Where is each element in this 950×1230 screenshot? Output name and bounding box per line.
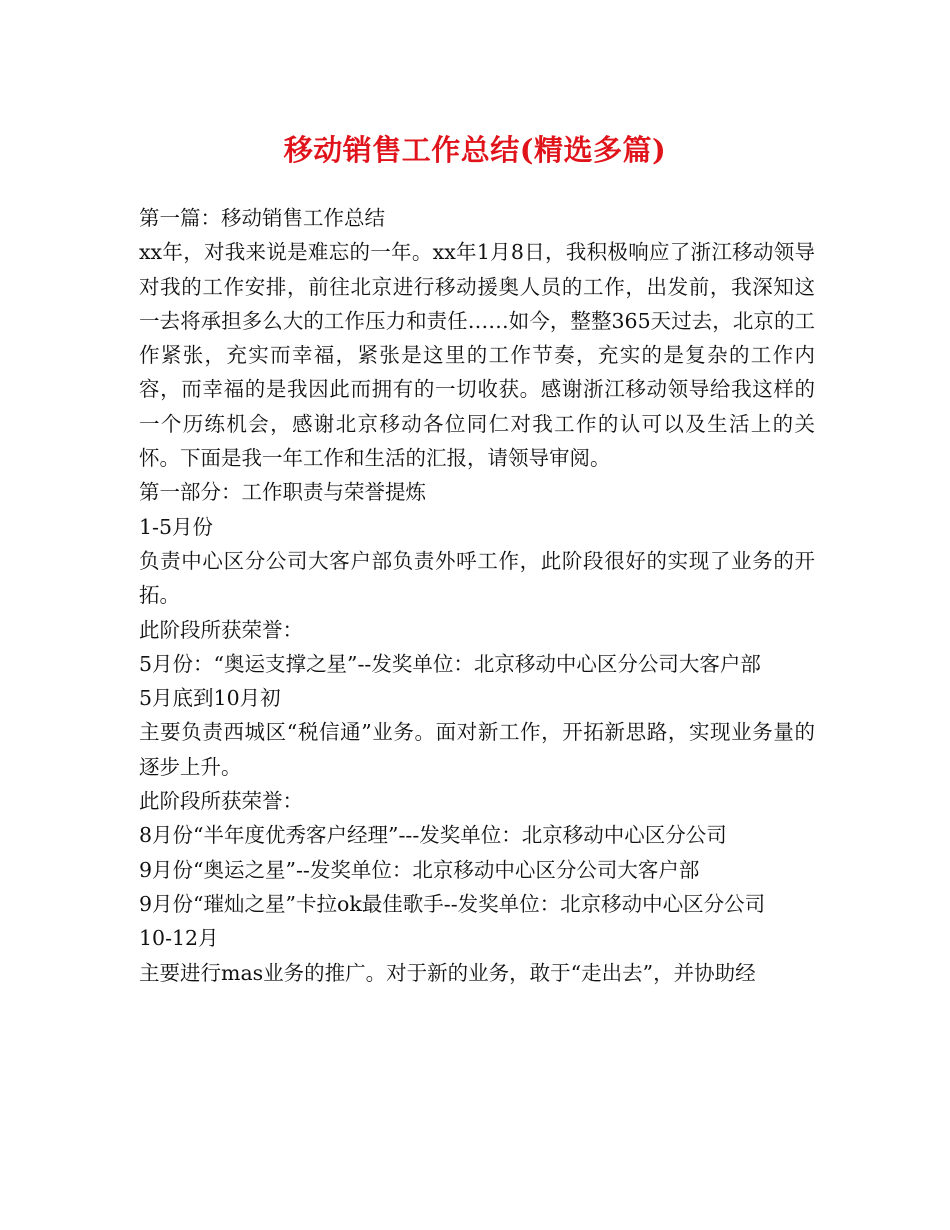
period-label: 10-12月: [139, 926, 219, 951]
section-heading: 第一部分：工作职责与荣誉提炼: [139, 480, 426, 505]
section-heading: 第一篇：移动销售工作总结: [139, 206, 385, 230]
honor-item: 8月份“半年度优秀客户经理”---发奖单位：北京移动中心区分公司: [139, 823, 727, 848]
paragraph: xx年，对我来说是难忘的一年。xx年1月8日，我积极响应了浙江移动领导对我的工作安排，前往北京进行移动援奥人员的工作，出发前，我深知这一去将承担多么大的工作压力和责任……如今，整整365天过去，北京的工作紧张，充实而幸福，紧张是这里的工作节奏，充实的是复杂的工作内容，而幸福的是我因此而拥有的一切收获。感谢浙江移动领导给我这样的一个历练机会，感谢北京移动各位同仁对我工作的认可以及生活上的关怀。下面是我一年工作和生活的汇报，请领导审阅。: [139, 240, 815, 471]
document-body: [139, 201, 815, 990]
paragraph: 主要负责西城区“税信通”业务。面对新工作，开拓新思路，实现业务量的逐步上升。: [139, 720, 815, 779]
period-label: 5月底到10月初: [139, 686, 281, 711]
document-title: 移动销售工作总结(精选多篇): [283, 133, 667, 167]
honor-item: 9月份“璀灿之星”卡拉ok最佳歌手--发奖单位：北京移动中心区分公司: [139, 891, 766, 916]
honor-item: 9月份“奥运之星”--发奖单位：北京移动中心区分公司大客户部: [139, 857, 700, 882]
honor-item: 5月份：“奥运支撑之星”--发奖单位：北京移动中心区分公司大客户部: [139, 651, 761, 676]
paragraph: 负责中心区分公司大客户部负责外呼工作，此阶段很好的实现了业务的开拓。: [139, 548, 815, 608]
honors-label: 此阶段所获荣誉：: [139, 789, 303, 814]
paragraph: 主要进行mas业务的推广。对于新的业务，敢于“走出去”，并协助经: [139, 960, 756, 985]
period-label: 1-5月份: [139, 514, 214, 539]
honors-label: 此阶段所获荣誉：: [139, 617, 303, 642]
